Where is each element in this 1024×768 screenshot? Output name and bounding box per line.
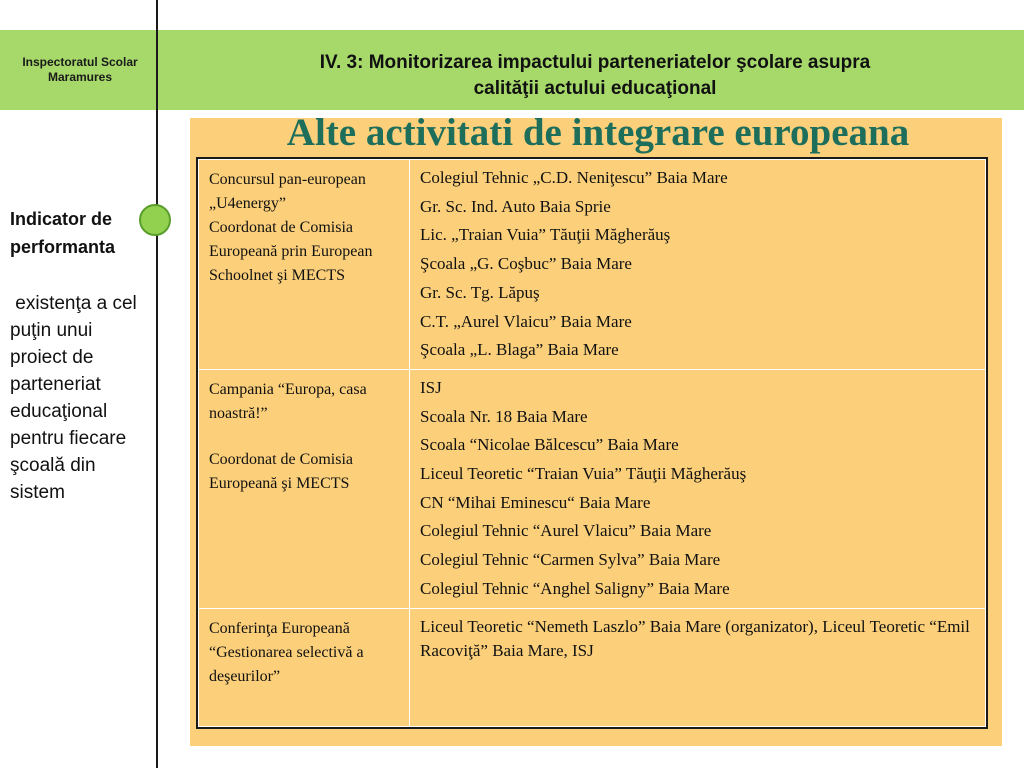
green-circle-icon: [139, 204, 171, 236]
participants-cell: [410, 369, 986, 608]
participant: Colegiul Tehnic “Aurel Vlaicu” Baia Mare: [420, 521, 712, 541]
participants-cell: [410, 160, 986, 370]
table-row: [199, 160, 986, 370]
participant: Lic. „Traian Vuia” Tăuţii Măgherăuş: [420, 225, 671, 245]
indicator-description: existenţa a cel puţin unui proiect de parteneriat educaţional pentru fiecare şcoală din sistem: [10, 293, 143, 503]
table-row: [199, 369, 986, 608]
participant: Colegiul Tehnic „C.D. Neniţescu” Baia Mare: [420, 168, 728, 187]
slide-title-line2: calităţii actului educaţional: [473, 78, 717, 99]
indicator-label-line2: performanta: [10, 237, 116, 257]
participant: Scoala “Nicolae Bălcescu” Baia Mare: [420, 435, 679, 455]
activity-name: Campania “Europa, casa noastră!”: [209, 380, 367, 422]
slide-title-line1: IV. 3: Monitorizarea impactului parteneriatelor şcolare asupra: [319, 52, 871, 73]
vertical-divider: [156, 0, 158, 768]
activity-cell: [199, 160, 410, 370]
participant: Colegiul Tehnic “Carmen Sylva” Baia Mare: [420, 550, 721, 570]
participant: Liceul Teoretic “Traian Vuia” Tăuţii Măgherăuş: [420, 464, 747, 484]
activities-table: [196, 157, 988, 729]
participant: Gr. Sc. Ind. Auto Baia Sprie: [420, 196, 611, 216]
activity-name: Conferinţa Europeană “Gestionarea selectivă a deşeurilor”: [209, 619, 364, 685]
slide-title: [200, 50, 990, 102]
activity-name: Concursul pan-european „U4energy”: [209, 171, 366, 212]
section-subtitle: Alte activitati de integrare europeana: [286, 111, 910, 154]
participant: C.T. „Aurel Vlaicu” Baia Mare: [420, 311, 632, 331]
participant: ISJ: [420, 377, 442, 397]
participant: Şcoala „L. Blaga” Baia Mare: [420, 340, 619, 360]
participant: Liceul Teoretic “Nemeth Laszlo” Baia Mare (organizator), Liceul Teoretic “Emil Racoviţă” Baia Mare, ISJ: [420, 616, 970, 660]
participant: CN “Mihai Eminescu“ Baia Mare: [420, 492, 651, 512]
activity-cell: [199, 369, 410, 608]
participant: Colegiul Tehnic “Anghel Saligny” Baia Mare: [420, 578, 730, 598]
activity-coordinator: Coordonat de Comisia Europeană şi MECTS: [209, 450, 353, 492]
indicator-label-line1: Indicator de: [10, 209, 113, 229]
table-row: [199, 608, 986, 726]
organization-name: Inspectoratul Scolar Maramures: [22, 55, 138, 84]
indicator-label: [10, 205, 150, 261]
participant: Scoala Nr. 18 Baia Mare: [420, 406, 588, 426]
participants-cell: [410, 608, 986, 726]
activity-cell: [199, 608, 410, 726]
participant: Gr. Sc. Tg. Lăpuş: [420, 282, 540, 302]
participant: Şcoala „G. Coşbuc” Baia Mare: [420, 254, 632, 274]
activity-coordinator: Coordonat de Comisia Europeană prin European Schoolnet şi MECTS: [209, 219, 373, 284]
